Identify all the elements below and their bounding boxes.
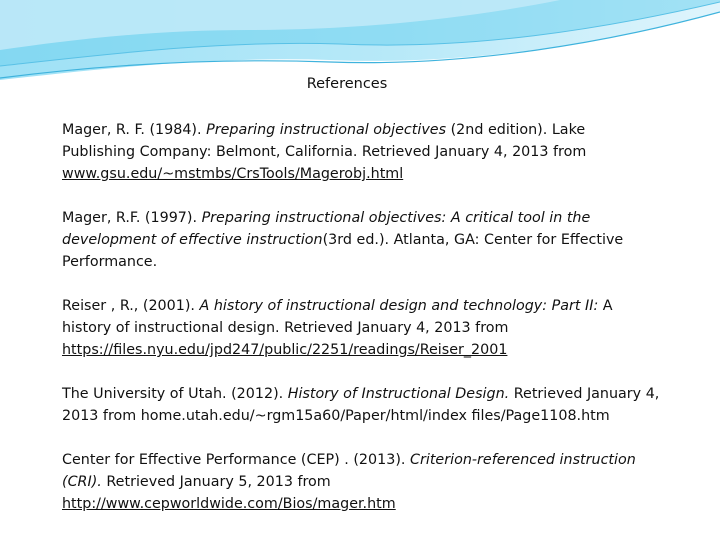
page-title: References: [306, 76, 388, 92]
reference-details: Retrieved January 4, 2013 from home.utah.edu/~rgm15a60/Paper/html/index files/Page1108.htm: [62, 386, 660, 424]
reference-title: Criterion-referenced instruction (CRI).: [62, 452, 636, 490]
reference-item: [62, 295, 662, 361]
reference-details: A history of instructional design. Retrieved January 4, 2013 from: [62, 298, 613, 336]
reference-authors: Mager, R.F. (1997).: [62, 210, 202, 226]
reference-item: [62, 207, 662, 273]
reference-link[interactable]: https://files.nyu.edu/jpd247/public/2251/readings/Reiser_2001: [62, 342, 508, 358]
reference-title: Preparing instructional objectives: [206, 122, 447, 138]
reference-authors: Center for Effective Performance (CEP) . (2013).: [62, 452, 410, 468]
reference-item: [62, 383, 662, 427]
reference-item: [62, 119, 662, 185]
reference-authors: Reiser , R., (2001).: [62, 298, 200, 314]
reference-title: History of Instructional Design.: [287, 386, 510, 402]
reference-details: Retrieved January 5, 2013 from: [101, 474, 331, 490]
reference-item: [62, 449, 662, 515]
reference-details: (2nd edition). Lake Publishing Company: Belmont, California. Retrieved January 4, 2013 from: [62, 122, 587, 160]
reference-details: (3rd ed.). Atlanta, GA: Center for Effective Performance.: [62, 232, 624, 270]
reference-title: A history of instructional design and technology: Part II:: [199, 298, 599, 314]
reference-authors: The University of Utah. (2012).: [62, 386, 288, 402]
reference-link[interactable]: www.gsu.edu/~mstmbs/CrsTools/Magerobj.html: [62, 166, 404, 182]
reference-title: Preparing instructional objectives: A critical tool in the development of effective instruction: [62, 210, 591, 248]
reference-list: [62, 119, 662, 515]
reference-link[interactable]: http://www.cepworldwide.com/Bios/mager.htm: [62, 496, 396, 512]
reference-authors: Mager, R. F. (1984).: [62, 122, 207, 138]
